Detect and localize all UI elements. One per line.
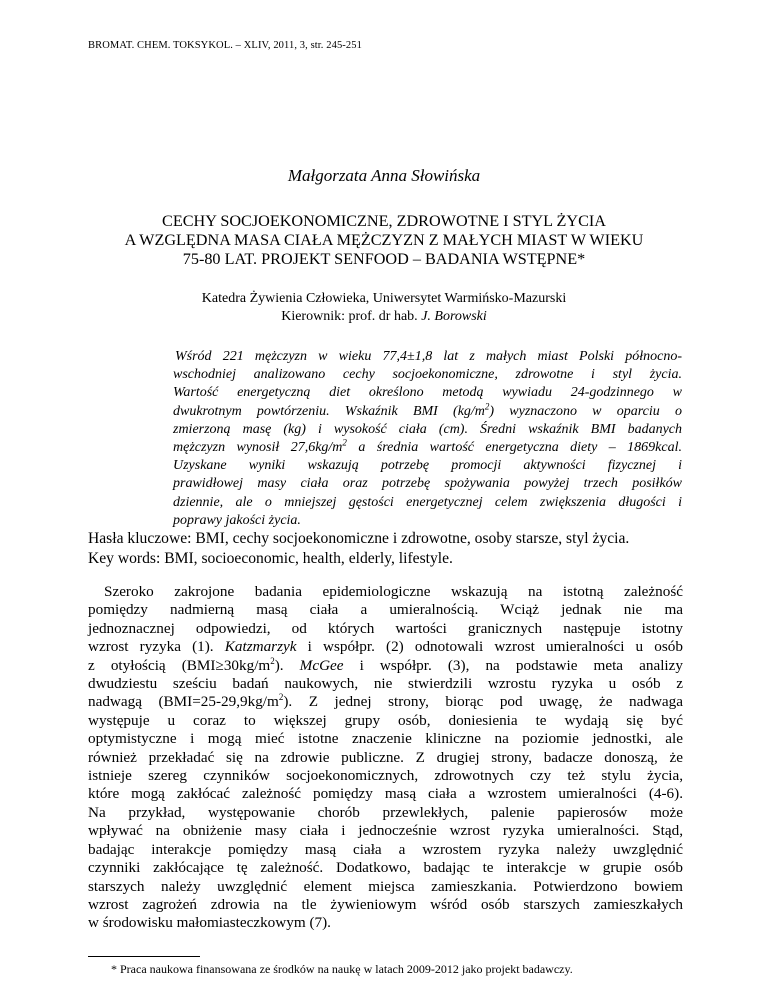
body-text: wzrost ryzyka (1). [88, 638, 225, 656]
footnote: * Praca naukowa finansowana ze środków na naukę w latach 2009-2012 jako projekt badawczy. [111, 962, 573, 976]
abstract-line: Wartość energetyczną diet określono metodą wywiadu 24-godzinnego w [173, 385, 682, 401]
keywords-pl: Hasła kluczowe: BMI, cechy socjoekonomiczne i zdrowotne, osoby starsze, styl życia. [88, 530, 630, 547]
abstract-line: poprawy jakości życia. [173, 512, 301, 528]
body-line: również przekładać się na zdrowie publiczne. Z drugiej strony, badacze donoszą, że [88, 748, 683, 766]
body-line: optymistyczne i mogą mieć istotne znaczenie kliniczne na poziomie jednostki, ale [88, 730, 683, 748]
body-line: Szeroko zakrojone badania epidemiologiczne wskazują na istotną zależność [104, 583, 683, 600]
body-line: wzrost zagrożeń zdrowia na tle żywieniowym wśród osób starszych zamieszkałych [88, 895, 683, 913]
head-name: J. Borowski [421, 309, 487, 324]
body-text: nadwagą (BMI=25-29,9kg/m [88, 693, 279, 711]
abstract-text: mężczyzn wynosił 27,6kg/m [173, 440, 343, 456]
body-text: i współpr. (3), na podstawie meta analizy [343, 656, 683, 674]
abstract-text: a średnia wartość energetyczna diety – 1869kcal. [346, 440, 682, 456]
body-line [88, 693, 683, 711]
body-line: występuje u coraz to większej grupy osób, doniesienia te wydają się być [88, 711, 683, 729]
keywords [88, 529, 688, 568]
abstract-line [173, 400, 682, 421]
body-line: w środowisku małomiasteczkowym (7). [88, 914, 331, 932]
body-line: pomiędzy nadmierną masą ciała a umieralnością. Wciąż jednak nie ma [88, 601, 683, 619]
abstract-line: dziennie, ale o mniejszej gęstości energetycznej celem zwiększenia długości i [173, 494, 682, 510]
body-text: ). [274, 656, 300, 674]
journal-header: BROMAT. CHEM. TOKSYKOL. – XLIV, 2011, 3, str. 245-251 [88, 40, 362, 51]
cited-author: Katzmarzyk [224, 638, 297, 656]
body-line [88, 657, 683, 675]
body-line: jednoznacznej odpowiedzi, od których wartości granicznych następuje istotny [88, 619, 683, 637]
affiliation [0, 290, 768, 326]
footnote-divider [88, 956, 200, 957]
author-name: Małgorzata Anna Słowińska [287, 166, 481, 185]
cited-author: McGee [299, 656, 344, 674]
title-line: CECHY SOCJOEKONOMICZNE, ZDROWOTNE I STYL ŻYCIA [162, 212, 606, 230]
superscript: 2 [342, 437, 347, 448]
keywords-en: Key words: BMI, socioeconomic, health, elderly, lifestyle. [88, 549, 453, 567]
title-line: A WZGLĘDNA MASA CIAŁA MĘŻCZYZN Z MAŁYCH MIAST W WIEKU [124, 231, 644, 249]
abstract-line: prawidłowej masy ciała oraz potrzebę spożywania powyżej trzech posiłków [173, 476, 682, 492]
body-paragraph [88, 583, 683, 933]
body-line: badając interakcje pomiędzy masą ciała a wzrostem ryzyka należy uwzględnić [88, 840, 683, 858]
body-line: czynniki zakłócające tę zależność. Dodatkowo, badając te interakcje w grupie osób [88, 859, 683, 877]
superscript: 2 [278, 692, 284, 703]
head-of-department [0, 308, 768, 326]
head-prefix: Kierownik: prof. dr hab. [281, 309, 422, 324]
body-line: które mogą zakłócać zależność pomiędzy masą ciała a wzrostem umieralności (4-6). [88, 785, 683, 803]
body-text: ). Z jednej strony, biorąc pod uwagę, że nadwaga [283, 693, 683, 711]
body-line [88, 638, 683, 656]
body-line: starszych należy uwzględnić element miejsca zamieszkania. Potwierdzono bowiem [88, 877, 683, 895]
article-title [110, 212, 658, 269]
body-text: i współpr. (2) odnotowali wzrost umieralności u osób [296, 638, 683, 656]
abstract-line: zmierzoną masę (kg) i wysokość ciała (cm). Średni wskaźnik BMI badanych [173, 421, 682, 437]
abstract-line: Wśród 221 mężczyzn w wieku 77,4±1,8 lat z małych miast Polski północno- [175, 349, 682, 364]
abstract [173, 348, 682, 530]
body-line: wpływać na obniżenie masy ciała i jednocześnie wzrost ryzyka umieralności. Stąd, [88, 822, 683, 840]
superscript: 2 [484, 400, 490, 411]
title-line: 75-80 LAT. PROJEKT SENFOOD – BADANIA WSTĘPNE* [182, 250, 586, 268]
body-line: Na przykład, występowanie chorób przewlekłych, palenie papierosów może [88, 803, 683, 821]
body-text: z otyłością (BMI≥30kg/m [88, 656, 271, 674]
abstract-line: wschodniej analizowano cechy socjoekonomiczne, zdrowotne i styl życia. [173, 367, 682, 383]
abstract-text: dwukrotnym powtórzeniu. Wskaźnik BMI (kg/m [173, 403, 485, 419]
abstract-text: ) wyznaczono w oparciu o [489, 403, 682, 419]
department: Katedra Żywienia Człowieka, Uniwersytet Warmińsko-Mazurski [201, 291, 567, 306]
superscript: 2 [270, 655, 275, 666]
body-line: dwudziestu sześciu badań naukowych, nie stwierdzili wzrostu ryzyka u osób z [88, 675, 683, 693]
body-line: istnieje szereg czynników socjoekonomicznych, zdrowotnych czy też stylu życia, [88, 767, 683, 785]
abstract-line [173, 439, 682, 457]
abstract-line: Uzyskane wyniki wskazują potrzebę promocji aktywności fizycznej i [173, 458, 682, 474]
